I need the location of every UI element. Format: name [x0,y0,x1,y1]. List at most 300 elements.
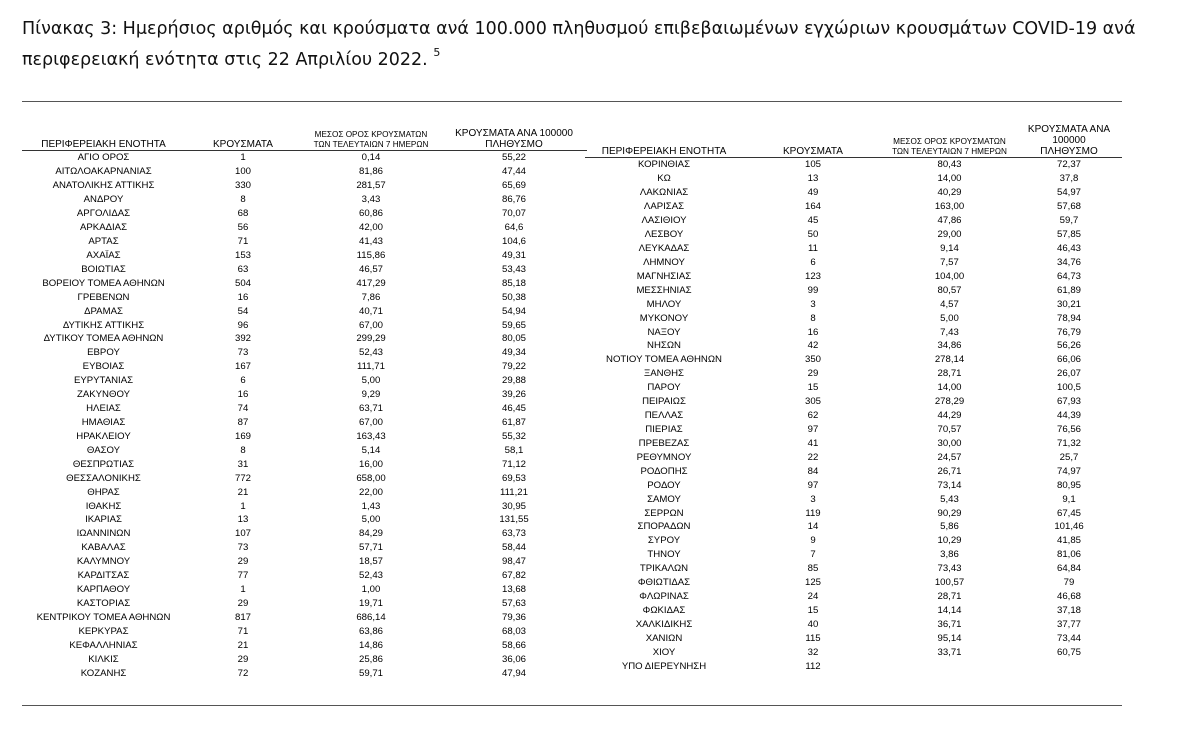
footnote-marker: 5 [433,46,441,59]
avg7-cell: 63,71 [358,403,383,415]
per100k-cell: 78,94 [1056,312,1081,324]
region-cell: ΠΑΡΟΥ [647,382,681,394]
avg7-cell: 278,14 [934,354,965,366]
region-cell: ΜΑΓΝΗΣΙΑΣ [636,270,692,282]
region-cell: ΚΕΝΤΡΙΚΟΥ ΤΟΜΕΑ ΑΘΗΝΩΝ [36,611,171,623]
cases-cell: 330 [234,180,251,192]
cases-cell: 1 [240,500,246,512]
per100k-cell: 30,95 [501,500,526,512]
per100k-cell: 70,07 [501,208,526,220]
per100k-cell [1016,659,1122,673]
table-row [585,548,1122,562]
per100k-cell: 34,76 [1056,256,1081,268]
region-cell: ΕΥΡΥΤΑΝΙΑΣ [73,375,134,387]
region-cell: ΘΗΡΑΣ [87,486,120,498]
cases-cell: 21 [237,639,249,651]
cases-cell: 71 [237,235,249,247]
avg7-cell: 46,57 [358,263,383,275]
table-row [22,443,587,457]
table-row [22,235,587,249]
avg7-cell: 34,86 [937,340,962,352]
avg7-cell: 73,43 [937,563,962,575]
avg7-cell: 7,86 [361,291,381,303]
avg7-cell: 52,43 [358,570,383,582]
region-cell: ΣΠΟΡΑΔΩΝ [637,521,691,533]
avg7-cell: 95,14 [937,632,962,644]
cases-cell: 3 [810,493,816,505]
cases-cell: 6 [240,375,246,387]
header-per100k: ΚΡΟΥΣΜΑΤΑ ΑΝΑ 100000 ΠΛΗΘΥΣΜΟ [455,128,573,150]
avg7-cell: 28,71 [937,591,962,603]
avg7-cell: 36,71 [937,618,962,630]
region-cell: ΧΑΝΙΩΝ [645,632,683,644]
region-cell: ΚΩ [657,173,671,185]
avg7-cell: 26,71 [937,465,962,477]
cases-cell: 153 [234,249,251,261]
cases-cell: 169 [234,430,251,442]
table-row [22,165,587,179]
cases-cell: 97 [807,479,819,491]
table-row [585,506,1122,520]
cases-cell: 74 [237,403,249,415]
cases-cell: 7 [810,549,816,561]
region-cell: ΦΛΩΡΙΝΑΣ [639,591,689,603]
table-row [22,457,587,471]
per100k-cell: 49,31 [501,249,526,261]
avg7-cell: 14,86 [358,639,383,651]
per100k-cell: 36,06 [501,653,526,665]
per100k-cell: 47,94 [501,667,526,679]
region-cell: ΗΜΑΘΙΑΣ [81,416,126,428]
avg7-cell: 25,86 [358,653,383,665]
table-row [22,193,587,207]
region-cell: ΑΝΔΡΟΥ [83,194,124,206]
per100k-cell: 67,45 [1056,507,1081,519]
avg7-cell: 19,71 [358,597,383,609]
per100k-cell: 39,26 [501,389,526,401]
avg7-cell: 24,57 [937,451,962,463]
region-cell: ΖΑΚΥΝΘΟΥ [77,389,130,401]
per100k-cell: 71,32 [1056,437,1081,449]
avg7-cell: 41,43 [358,235,383,247]
cases-cell: 29 [807,368,819,380]
avg7-cell: 59,71 [358,667,383,679]
cases-cell: 9 [810,535,816,547]
per100k-cell: 37,8 [1059,173,1079,185]
avg7-cell [883,659,1016,673]
avg7-cell: 9,29 [361,389,381,401]
avg7-cell: 40,29 [937,187,962,199]
region-cell: ΠΙΕΡΙΑΣ [645,423,683,435]
cases-cell: 22 [807,451,819,463]
cases-cell: 87 [237,416,249,428]
table-row [22,624,587,638]
table-row [585,645,1122,659]
region-cell: ΛΕΥΚΑΔΑΣ [638,242,690,254]
table-row [22,360,587,374]
region-cell: ΔΥΤΙΚΗΣ ΑΤΤΙΚΗΣ [62,319,145,331]
cases-cell: 15 [807,604,819,616]
per100k-cell: 67,93 [1056,396,1081,408]
avg7-cell: 9,14 [940,242,959,254]
avg7-cell: 5,00 [940,312,959,324]
per100k-cell: 30,21 [1056,298,1081,310]
cases-cell: 72 [237,667,249,679]
table-row [585,604,1122,618]
avg7-cell: 14,00 [937,173,962,185]
cases-cell: 99 [807,284,819,296]
table-row [585,367,1122,381]
region-cell: ΜΗΛΟΥ [646,298,682,310]
table-row [22,471,587,485]
avg7-cell: 67,00 [358,416,383,428]
table-row [22,527,587,541]
avg7-cell: 7,57 [940,256,959,268]
per100k-cell: 47,44 [501,166,526,178]
region-cell: ΔΥΤΙΚΟΥ ΤΟΜΕΑ ΑΘΗΝΩΝ [43,333,164,345]
avg7-cell: 22,00 [358,486,383,498]
per100k-cell: 76,79 [1056,326,1081,338]
cases-cell: 112 [805,660,821,672]
table-row [22,485,587,499]
table-row [585,423,1122,437]
table-row [22,569,587,583]
avg7-cell: 84,29 [358,528,383,540]
per100k-cell: 101,46 [1054,521,1084,533]
avg7-cell: 278,29 [934,396,965,408]
table-row [585,590,1122,604]
cases-cell: 21 [237,486,249,498]
avg7-cell: 5,86 [940,521,959,533]
per100k-cell: 64,84 [1056,563,1081,575]
region-cell: ΤΗΝΟΥ [647,549,681,561]
table-row [585,200,1122,214]
per100k-cell: 80,95 [1056,479,1081,491]
region-cell: ΠΕΙΡΑΙΩΣ [642,396,686,408]
table-row [585,562,1122,576]
cases-cell: 817 [234,611,251,623]
avg7-cell: 16,00 [358,458,383,470]
region-cell: ΚΑΡΔΙΤΣΑΣ [77,570,130,582]
table-row [22,429,587,443]
table-row [585,520,1122,534]
table-row [22,221,587,235]
header-per100k: ΚΡΟΥΣΜΑΤΑ ΑΝΑ 100000 ΠΛΗΘΥΣΜΟ [1027,124,1111,157]
avg7-cell: 3,43 [361,194,381,206]
cases-cell: 56 [237,222,249,234]
per100k-cell: 58,66 [501,639,526,651]
cases-cell: 167 [234,361,251,373]
table-row [22,346,587,360]
per100k-cell: 29,88 [501,375,526,387]
cases-cell: 16 [807,326,819,338]
table-row [22,541,587,555]
cases-cell: 1 [240,152,246,164]
table-row [585,436,1122,450]
cases-cell: 49 [807,187,819,199]
table-row [22,151,587,165]
table-row [22,276,587,290]
avg7-cell: 44,29 [937,410,962,422]
cases-cell: 772 [234,472,251,484]
per100k-cell: 61,87 [501,416,526,428]
cases-cell: 6 [810,256,816,268]
table-row [22,597,587,611]
per100k-cell: 79,36 [501,611,526,623]
left-table [22,124,587,680]
region-cell: ΝΑΞΟΥ [647,326,681,338]
region-cell: ΛΑΣΙΘΙΟΥ [641,215,687,227]
region-cell: ΘΕΣΠΡΩΤΙΑΣ [72,458,135,470]
per100k-cell: 65,69 [501,180,526,192]
per100k-cell: 57,85 [1056,229,1081,241]
region-cell: ΧΑΛΚΙΔΙΚΗΣ [635,618,693,630]
cases-cell: 350 [804,354,821,366]
per100k-cell: 9,1 [1062,493,1076,505]
header-cases: ΚΡΟΥΣΜΑΤΑ [213,139,273,150]
per100k-cell: 73,44 [1056,632,1081,644]
cases-cell: 1 [240,584,246,596]
per100k-cell: 74,97 [1056,465,1081,477]
cases-cell: 29 [237,653,249,665]
cases-cell: 32 [807,646,819,658]
region-cell: ΛΑΚΩΝΙΑΣ [639,187,689,199]
table-row [22,290,587,304]
table-row [22,332,587,346]
cases-cell: 54 [237,305,249,317]
region-cell: ΛΑΡΙΣΑΣ [643,201,685,213]
cases-cell: 8 [240,194,246,206]
per100k-cell: 131,55 [499,514,529,526]
table-row [585,450,1122,464]
avg7-cell: 5,43 [940,493,959,505]
per100k-cell: 100,5 [1056,382,1081,394]
table-row [585,283,1122,297]
table-row [22,207,587,221]
per100k-cell: 53,43 [501,263,526,275]
region-cell: ΚΑΡΠΑΘΟΥ [76,584,131,596]
avg7-cell: 57,71 [358,542,383,554]
cases-cell: 119 [805,507,821,519]
avg7-cell: 686,14 [356,611,386,623]
table-row [585,228,1122,242]
right-table [585,124,1122,673]
avg7-cell: 5,00 [361,375,381,387]
per100k-cell: 72,37 [1056,159,1081,171]
region-cell: ΡΕΘΥΜΝΟΥ [636,451,692,463]
table-row [585,395,1122,409]
table-row [585,172,1122,186]
avg7-cell: 47,86 [937,215,962,227]
table-row [22,262,587,276]
region-cell: ΗΛΕΙΑΣ [86,403,121,415]
cases-cell: 14 [807,521,819,533]
table-row [585,631,1122,645]
cases-cell: 68 [237,208,249,220]
avg7-cell: 81,86 [358,166,383,178]
avg7-cell: 115,86 [356,249,386,261]
region-cell: ΚΑΛΥΜΝΟΥ [76,556,131,568]
region-cell: ΚΙΛΚΙΣ [88,653,119,665]
cases-cell: 71 [237,625,249,637]
per100k-cell: 44,39 [1056,410,1081,422]
region-cell: ΑΡΚΑΔΙΑΣ [80,222,127,234]
avg7-cell: 299,29 [356,333,386,345]
cases-cell: 16 [237,389,249,401]
region-cell: ΙΘΑΚΗΣ [85,500,122,512]
cases-cell: 63 [237,263,249,275]
per100k-cell: 26,07 [1056,368,1081,380]
region-cell: ΣΕΡΡΩΝ [644,507,684,519]
per100k-cell: 55,22 [501,152,526,164]
table-row [22,513,587,527]
region-cell: ΒΟΙΩΤΙΑΣ [81,263,126,275]
avg7-cell: 70,57 [937,423,962,435]
region-cell: ΝΟΤΙΟΥ ΤΟΜΕΑ ΑΘΗΝΩΝ [606,354,722,366]
region-cell: ΜΥΚΟΝΟΥ [639,312,689,324]
region-cell: ΣΑΜΟΥ [647,493,681,505]
avg7-cell: 63,86 [358,625,383,637]
per100k-cell: 61,89 [1056,284,1081,296]
avg7-cell: 14,14 [937,604,962,616]
table-row [585,255,1122,269]
region-cell: ΝΗΣΩΝ [647,340,681,352]
table-row [22,374,587,388]
avg7-cell: 52,43 [358,347,383,359]
per100k-cell: 37,77 [1056,618,1081,630]
region-cell: ΑΓΙΟ ΟΡΟΣ [77,152,130,164]
left-header-row [22,124,587,151]
region-cell: ΙΚΑΡΙΑΣ [85,514,122,526]
cases-cell: 84 [807,465,819,477]
table-row [585,409,1122,423]
avg7-cell: 40,71 [358,305,383,317]
avg7-cell: 60,86 [358,208,383,220]
avg7-cell: 14,00 [937,382,962,394]
table-row [22,610,587,624]
right-header-row [585,124,1122,158]
table-row [22,318,587,332]
per100k-cell: 54,97 [1056,187,1081,199]
region-cell: ΚΟΖΑΝΗΣ [80,667,127,679]
per100k-cell: 25,7 [1059,451,1079,463]
per100k-cell: 64,73 [1056,270,1081,282]
region-cell: ΜΕΣΣΗΝΙΑΣ [636,284,692,296]
cases-cell: 73 [237,347,249,359]
region-cell: ΣΥΡΟΥ [647,535,681,547]
cases-cell: 3 [810,298,816,310]
cases-cell: 13 [807,173,819,185]
table-row [585,492,1122,506]
cases-cell: 392 [234,333,251,345]
avg7-cell: 18,57 [358,556,383,568]
avg7-cell: 417,29 [356,277,386,289]
table-row [585,214,1122,228]
cases-cell: 85 [807,563,819,575]
per100k-cell: 41,85 [1056,535,1081,547]
per100k-cell: 64,6 [504,222,524,234]
header-region: ΠΕΡΙΦΕΡΕΙΑΚΗ ΕΝΟΤΗΤΑ [601,146,727,157]
cases-cell: 105 [804,159,821,171]
table-row [22,499,587,513]
table-row [22,666,587,680]
table-row [585,617,1122,631]
header-avg7: ΜΕΣΟΣ ΟΡΟΣ ΚΡΟΥΣΜΑΤΩΝ ΤΩΝ ΤΕΛΕΥΤΑΙΩΝ 7 ΗΜΕΡΩΝ [313,130,429,149]
avg7-cell: 5,14 [361,444,381,456]
avg7-cell: 73,14 [937,479,962,491]
table-row [22,583,587,597]
avg7-cell: 281,57 [356,180,386,192]
table-row [585,269,1122,283]
per100k-cell: 79,22 [501,361,526,373]
per100k-cell: 111,21 [500,486,528,498]
caption-text: Πίνακας 3: Ημερήσιος αριθμός και κρούσματα ανά 100.000 πληθυσμού επιβεβαιωμένων εγχώριων κρουσμάτων COVID-19 ανά περιφερειακή ενότητα στις 22 Απριλίου 2022. [22,19,1136,70]
cases-cell: 77 [237,570,249,582]
avg7-cell: 28,71 [937,368,962,380]
table-row [22,248,587,262]
right-table-block [585,124,1122,673]
avg7-cell: 30,00 [937,437,962,449]
avg7-cell: 100,57 [934,577,965,589]
per100k-cell: 81,06 [1056,549,1081,561]
per100k-cell: 76,56 [1056,423,1081,435]
cases-cell: 73 [237,542,249,554]
avg7-cell: 3,86 [940,549,959,561]
cases-cell: 24 [807,591,819,603]
table-row [22,652,587,666]
avg7-cell: 658,00 [356,472,386,484]
cases-cell: 164 [804,201,821,213]
region-cell: ΛΕΣΒΟΥ [644,229,684,241]
table-row [585,297,1122,311]
cases-cell: 13 [237,514,249,526]
cases-cell: 31 [237,458,249,470]
per100k-cell: 55,32 [501,430,526,442]
cases-cell: 45 [807,215,819,227]
region-cell: ΙΩΑΝΝΙΝΩΝ [76,528,131,540]
table-row [22,388,587,402]
per100k-cell: 98,47 [501,556,526,568]
region-cell: ΡΟΔΟΥ [647,479,681,491]
region-cell: ΚΕΡΚΥΡΑΣ [78,625,129,637]
header-region: ΠΕΡΙΦΕΡΕΙΑΚΗ ΕΝΟΤΗΤΑ [41,139,166,150]
table-row [585,534,1122,548]
table-row [585,381,1122,395]
region-cell: ΚΑΒΑΛΑΣ [81,542,126,554]
region-cell: ΗΡΑΚΛΕΙΟΥ [76,430,131,442]
table-row [585,478,1122,492]
region-cell: ΥΠΟ ΔΙΕΡΕΥΝΗΣΗ [621,660,707,672]
avg7-cell: 0,14 [361,152,381,164]
region-cell: ΑΡΓΟΛΙΔΑΣ [76,208,131,220]
avg7-cell: 80,43 [937,159,962,171]
region-cell: ΚΟΡΙΝΘΙΑΣ [637,159,691,171]
right-table-body [585,158,1122,674]
region-cell: ΕΒΡΟΥ [87,347,120,359]
per100k-cell: 60,75 [1056,646,1081,658]
cases-cell: 41 [807,437,819,449]
avg7-cell: 33,71 [937,646,962,658]
cases-cell: 42 [807,340,819,352]
per100k-cell: 68,03 [501,625,526,637]
per100k-cell: 49,34 [501,347,526,359]
per100k-cell: 80,05 [501,333,526,345]
table-row [585,659,1122,673]
avg7-cell: 111,71 [357,361,385,373]
avg7-cell: 42,00 [358,222,383,234]
per100k-cell: 59,7 [1059,215,1079,227]
table-row [585,353,1122,367]
